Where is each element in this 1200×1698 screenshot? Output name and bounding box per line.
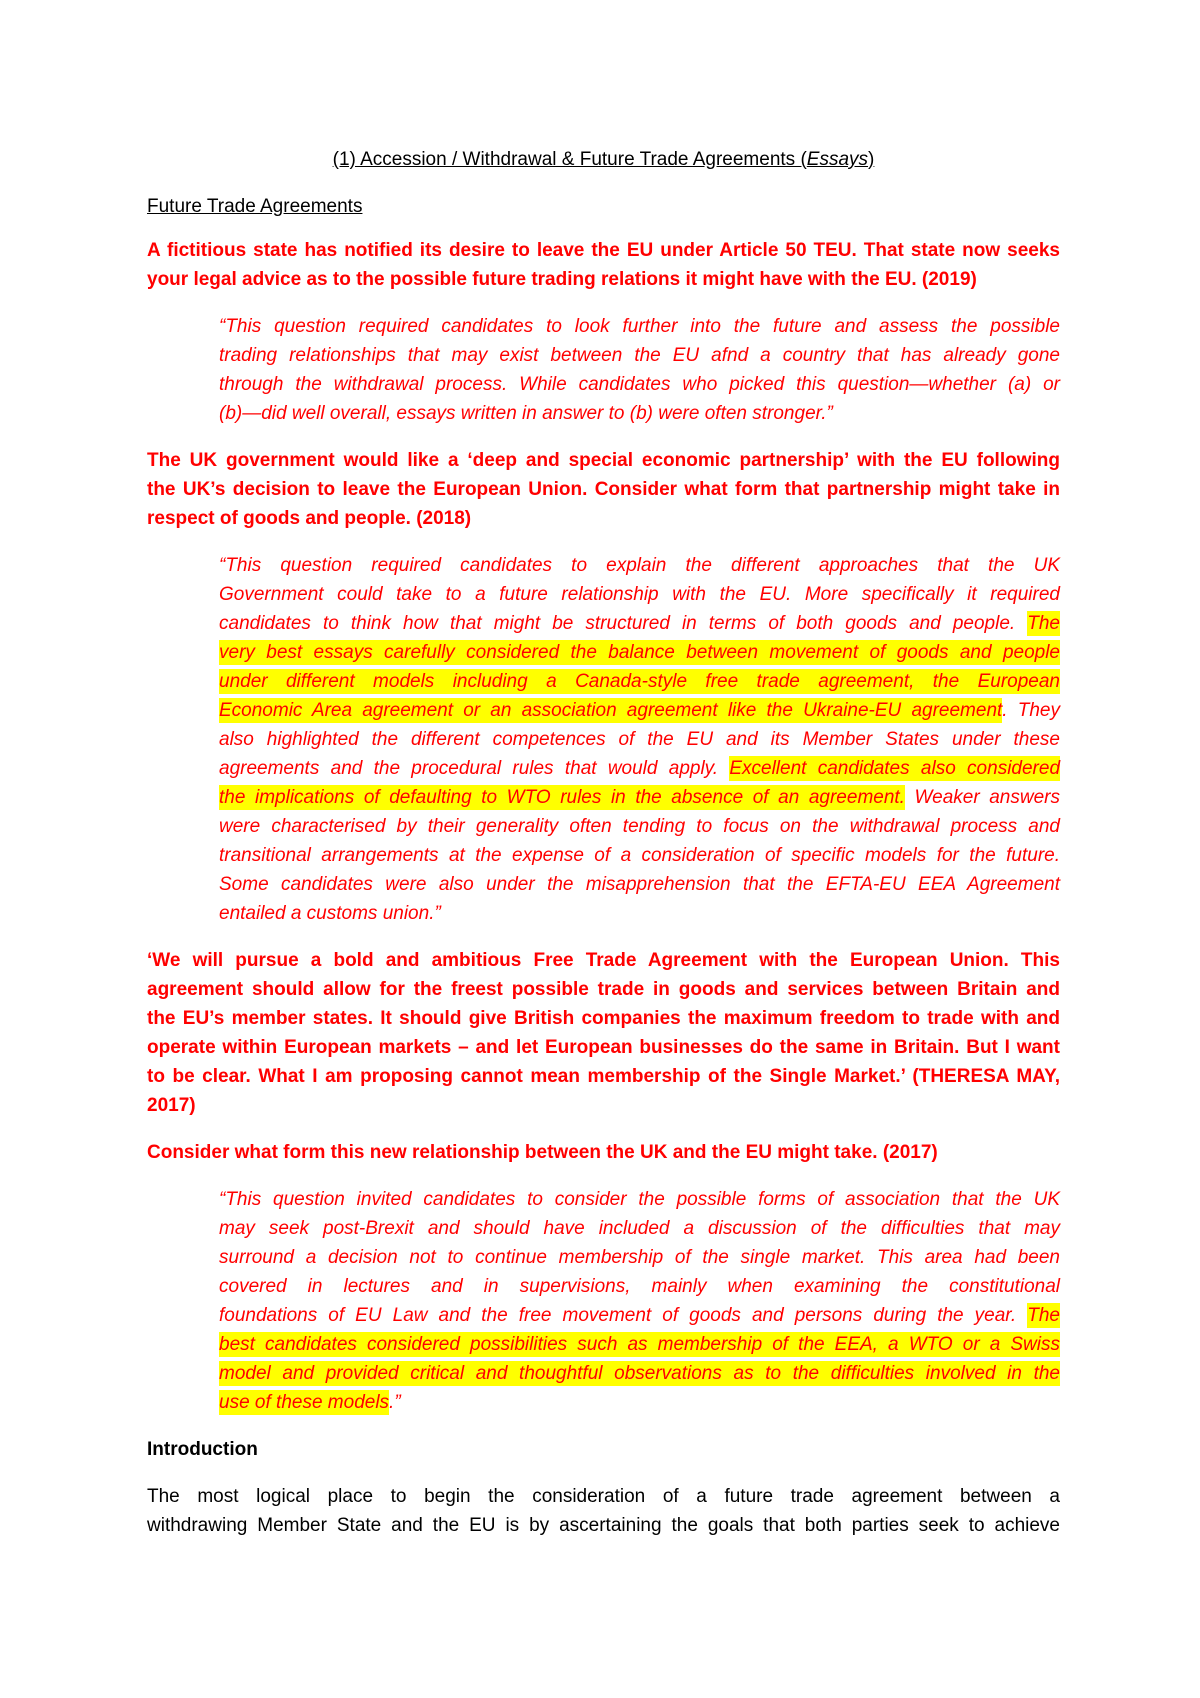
text-line: to be clear. What I am proposing cannot mean membership of the Single Market.’ (THERESA MAY, — [147, 1066, 1060, 1087]
highlighted-text: under different models including a Canada-style free trade agreement, the European — [219, 671, 1060, 692]
question-2018 — [147, 446, 1060, 533]
text-segment: “This question invited candidates to consider the possible forms of association that the UK — [219, 1189, 1060, 1210]
text-line: The UK government would like a ‘deep and special economic partnership’ with the EU following — [147, 450, 1060, 471]
text-line — [219, 609, 1060, 638]
introduction-paragraph — [147, 1482, 1060, 1540]
text-line: respect of goods and people. (2018) — [147, 508, 472, 529]
introduction-heading: Introduction — [147, 1439, 258, 1460]
text-line — [219, 899, 1060, 928]
text-line — [219, 551, 1060, 580]
text-segment: entailed a customs union.” — [219, 903, 441, 924]
highlighted-text: The — [1027, 1305, 1060, 1326]
text-segment: surround a decision not to continue membership of the single market. This area had been — [219, 1247, 1060, 1268]
text-line: the EU’s member states. It should give British companies the maximum freedom to trade with and — [147, 1008, 1060, 1029]
section-subheading: Future Trade Agreements — [147, 196, 363, 217]
text-line — [219, 696, 1060, 725]
question-2017 — [147, 1138, 1060, 1167]
text-line: ‘We will pursue a bold and ambitious Free Trade Agreement with the European Union. This — [147, 950, 1060, 971]
text-segment: agreements and the procedural rules that would apply. — [219, 758, 730, 779]
question-2019 — [147, 236, 1060, 294]
title-text: (1) Accession / Withdrawal & Future Trade Agreements ( — [332, 149, 807, 170]
text-line — [219, 1243, 1060, 1272]
highlighted-text: very best essays carefully considered the balance between movement of goods and people — [219, 642, 1060, 663]
text-line: A fictitious state has notified its desire to leave the EU under Article 50 TEU. That state now seeks — [147, 240, 1060, 261]
text-line — [219, 1330, 1060, 1359]
text-line: (b)—did well overall, essays written in answer to (b) were often stronger.” — [219, 403, 833, 424]
text-segment: Some candidates were also under the misapprehension that the EFTA-EU EEA Agreement — [219, 874, 1060, 895]
text-line — [219, 1214, 1060, 1243]
text-line — [219, 841, 1060, 870]
text-segment: transitional arrangements at the expense of a consideration of specific models for the future. — [219, 845, 1060, 866]
text-line — [219, 580, 1060, 609]
text-segment: were characterised by their generality often tending to focus on the withdrawal process and — [219, 816, 1060, 837]
text-line: withdrawing Member State and the EU is by ascertaining the goals that both parties seek to achieve — [147, 1515, 1060, 1536]
text-segment: also highlighted the different competences of the EU and its Member States under these — [219, 729, 1060, 750]
text-segment: .” — [389, 1392, 401, 1413]
text-line — [219, 754, 1060, 783]
text-segment: Government could take to a future relationship with the EU. More specifically it required — [219, 584, 1060, 605]
text-line — [219, 812, 1060, 841]
text-line: trading relationships that may exist between the EU afnd a country that has already gone — [219, 345, 1060, 366]
highlighted-text: best candidates considered possibilities such as membership of the EEA, a WTO or a Swiss — [219, 1334, 1060, 1355]
text-line — [219, 783, 1060, 812]
examiner-comment-2018 — [219, 551, 1060, 928]
text-line — [219, 1301, 1060, 1330]
text-line — [219, 1388, 1060, 1417]
highlighted-text: the implications of defaulting to WTO rules in the absence of an agreement. — [219, 787, 905, 808]
text-line: The most logical place to begin the consideration of a future trade agreement between a — [147, 1486, 1060, 1507]
text-segment: candidates to think how that might be structured in terms of both goods and people. — [219, 613, 1028, 634]
text-segment: “This question required candidates to explain the different approaches that the UK — [219, 555, 1060, 576]
text-line: through the withdrawal process. While candidates who picked this question—whether (a) or — [219, 374, 1060, 395]
title-closing-text: ) — [868, 149, 875, 170]
highlighted-text: Economic Area agreement or an association agreement like the Ukraine-EU agreement — [219, 700, 1003, 721]
document-title — [147, 145, 1060, 174]
text-line: the UK’s decision to leave the European Union. Consider what form that partnership might take in — [147, 479, 1060, 500]
text-line: 2017) — [147, 1095, 196, 1116]
text-segment: may seek post-Brexit and should have included a discussion of the difficulties that may — [219, 1218, 1060, 1239]
text-line — [219, 1185, 1060, 1214]
text-line — [219, 638, 1060, 667]
text-line: Consider what form this new relationship between the UK and the EU might take. (2017) — [147, 1142, 938, 1163]
examiner-comment-2017 — [219, 1185, 1060, 1417]
text-segment: foundations of EU Law and the free movement of goods and persons during the year. — [219, 1305, 1028, 1326]
text-segment: covered in lectures and in supervisions, mainly when examining the constitutional — [219, 1276, 1060, 1297]
text-line — [219, 870, 1060, 899]
text-line — [219, 667, 1060, 696]
highlighted-text: The — [1027, 613, 1060, 634]
highlighted-text: model and provided critical and thoughtful observations as to the difficulties involved in the — [219, 1363, 1060, 1384]
examiner-comment-2019 — [219, 312, 1060, 428]
text-line: operate within European markets – and let European businesses do the same in Britain. But I want — [147, 1037, 1060, 1058]
text-segment: Weaker answers — [904, 787, 1060, 808]
title-italic-text: Essays — [806, 149, 869, 170]
question-2017-quotation — [147, 946, 1060, 1120]
page-content — [147, 145, 1060, 1558]
text-line: agreement should allow for the freest possible trade in goods and services between Britain and — [147, 979, 1060, 1000]
text-line: your legal advice as to the possible future trading relations it might have with the EU. (2019) — [147, 269, 977, 290]
text-line: “This question required candidates to look further into the future and assess the possible — [219, 316, 1060, 337]
text-line — [219, 1359, 1060, 1388]
highlighted-text: use of these models — [219, 1392, 390, 1413]
text-segment: . They — [1002, 700, 1060, 721]
text-line — [219, 725, 1060, 754]
highlighted-text: Excellent candidates also considered — [729, 758, 1061, 779]
text-line — [219, 1272, 1060, 1301]
